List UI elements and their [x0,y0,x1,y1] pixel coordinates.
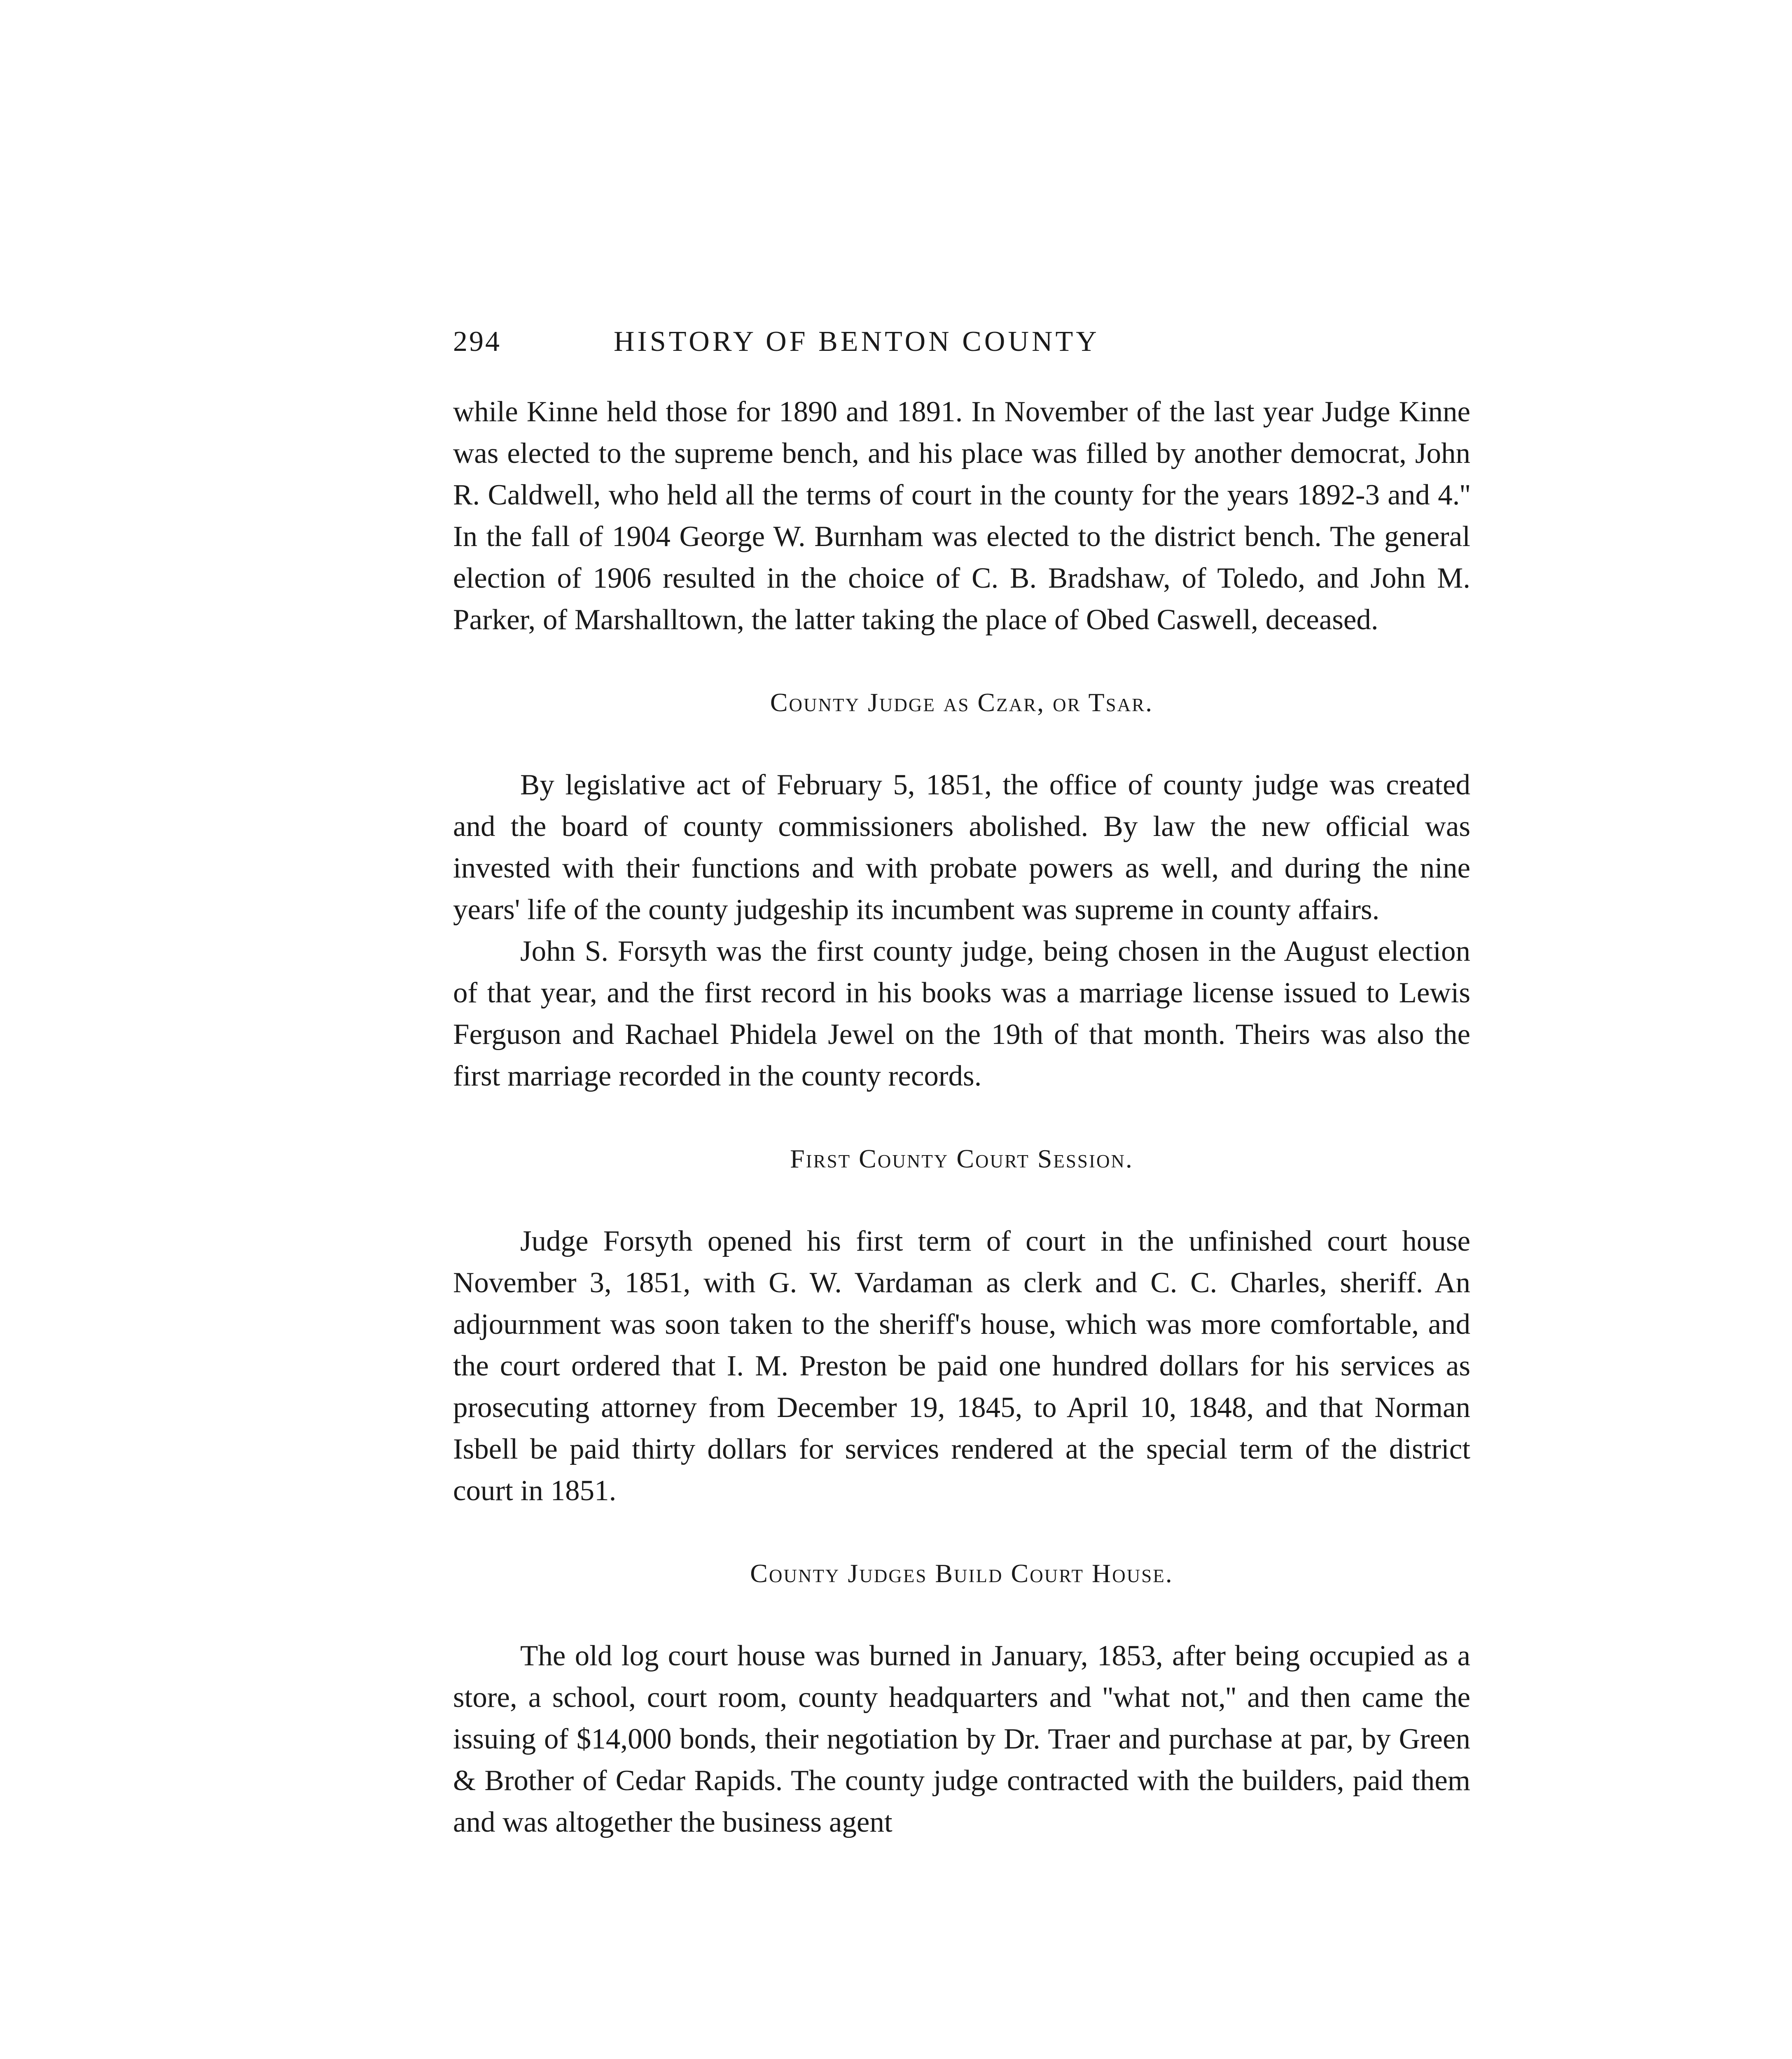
section-heading-first-session: First County Court Session. [790,1144,1133,1173]
paragraph-log-court-house: The old log court house was burned in January, 1853, after being occupied as a store, a school, court room, county headquarters and ''what not,'' and then came the issuing of $14,000 bonds, their negotiation by Dr. Traer and purchase at par, by Green & Brother of Cedar Rapids. The county judge contracted with the builders, paid them and was altogether the business agent [453,1640,1470,1838]
section-heading-court-house: County Judges Build Court House. [750,1559,1173,1588]
paragraph-first-term: Judge Forsyth opened his first term of court in the unfinished court house November 3, 1851, with G. W. Vardaman as clerk and C. C. Charles, sheriff. An adjournment was soon taken to the sheriff's house, which was more comfortable, and the court ordered that I. M. Preston be paid one hundred dollars for his services as prosecuting attorney from December 19, 1845, to April 10, 1848, and that Norman Isbell be paid thirty dollars for services rendered at the special term of the district court in 1851. [453,1225,1470,1507]
page-number: 294 [453,326,501,357]
paragraph-legislative-act: By legislative act of February 5, 1851, the office of county judge was created and the board of county commissioners abolished. By law the new official was invested with their functions and with probate powers as well, and during the nine years' life of the county judgeship its incumbent was supreme in county affairs. [453,769,1470,926]
section-heading-county-judge: County Judge as Czar, or Tsar. [770,688,1154,717]
running-head [453,325,1470,371]
paragraph-forsyth: John S. Forsyth was the first county judge, being chosen in the August election of that year, and the first record in his books was a marriage license issued to Lewis Ferguson and Rachael Phidela Jewel on the 19th of that month. Theirs was also the first marriage recorded in the county records. [453,935,1470,1092]
book-page [453,325,1470,1843]
running-title: HISTORY OF BENTON COUNTY [614,326,1100,357]
paragraph-continued: while Kinne held those for 1890 and 1891. In November of the last year Judge Kinne was elected to the supreme bench, and his place was filled by another democrat, John R. Caldwell, who held all the terms of court in the county for the years 1892-3 and 4.'' In the fall of 1904 George W. Burnham was elected to the district bench. The general election of 1906 resulted in the choice of C. B. Bradshaw, of Toledo, and John M. Parker, of Marshalltown, the latter taking the place of Obed Caswell, deceased. [453,396,1470,636]
